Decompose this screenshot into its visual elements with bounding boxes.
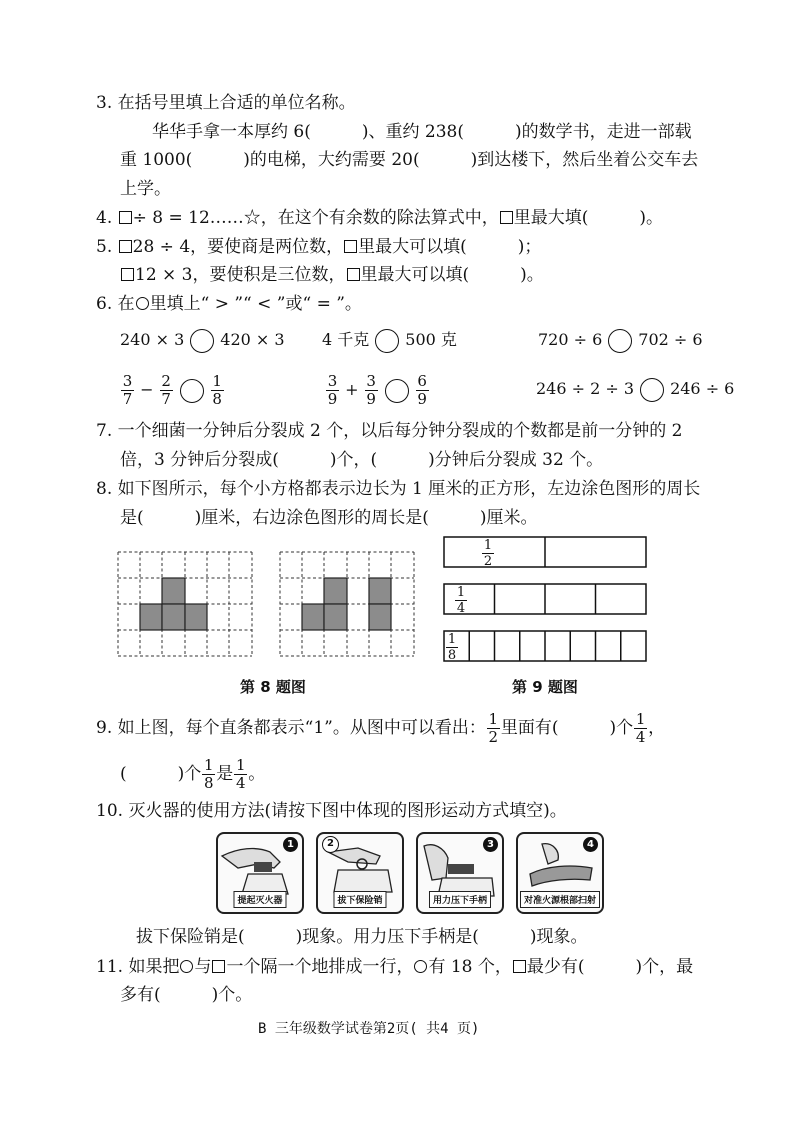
q8-grid-left: [110, 546, 260, 664]
q8-line1: 8. 如下图所示，每个小方格都表示边长为 1 厘米的正方形，左边涂色图形的周长: [96, 479, 701, 499]
q3-line3: 重 1000( )的电梯，大约需要 20( )到达楼下，然后坐着公交车去: [120, 150, 699, 170]
fraction: [160, 374, 173, 407]
compare-circle[interactable]: [640, 378, 664, 402]
fraction: [234, 758, 247, 791]
numerator: 1: [483, 538, 493, 553]
fraction: [121, 374, 134, 407]
q8-grid-right: [272, 546, 422, 664]
numerator: 1: [488, 710, 499, 728]
expr-right: 420 × 3: [220, 330, 285, 349]
fraction: [202, 758, 215, 791]
compare-circle[interactable]: [385, 379, 409, 403]
q8-caption: 第 8 题图: [240, 678, 306, 696]
q9-text-a: 9. 如上图，每个直条都表示“1”。从图中可以看出：: [96, 718, 486, 738]
shaded-cell: [185, 604, 207, 630]
expr-right: 500 克: [405, 330, 457, 349]
q6-expr-5: [325, 374, 430, 407]
fraction: [634, 712, 647, 745]
q6-title: [96, 293, 362, 315]
q11-b: 与: [194, 957, 212, 977]
numerator: 1: [235, 756, 246, 774]
shaded-cell: [369, 578, 391, 604]
q9-caption: 第 9 题图: [512, 678, 578, 696]
compare-circle[interactable]: [375, 329, 399, 353]
denominator: 2: [488, 728, 499, 746]
shaded-cell: [162, 604, 185, 630]
square-icon: [513, 960, 526, 973]
numerator: 3: [366, 372, 376, 390]
step-number: 3: [483, 837, 498, 852]
fraction: [326, 374, 339, 407]
step-number: 1: [283, 837, 298, 852]
circle-icon: [414, 960, 427, 973]
bar-quarter-label: [455, 586, 467, 615]
q11-line1: [96, 956, 693, 978]
q9-l2-c: 。: [248, 764, 266, 784]
q4-tail: 里最大填( )。: [513, 208, 664, 228]
square-icon: [119, 211, 132, 224]
q5-number: 5.: [96, 237, 113, 257]
shaded-cell: [162, 578, 185, 604]
q3-line2: 华华手拿一本厚约 6( )、重约 238( )的数学书，走进一部载: [152, 122, 692, 142]
denominator: 4: [235, 774, 246, 792]
q5-line2: [120, 264, 544, 286]
q5-b-text: 12 × 3，要使积是三位数，: [135, 265, 346, 285]
expr-left: 240 × 3: [120, 330, 185, 349]
q11-d: 有 18 个，: [428, 957, 512, 977]
compare-circle[interactable]: [190, 329, 214, 353]
step-number: 4: [583, 837, 598, 852]
expr-right: 702 ÷ 6: [638, 330, 703, 349]
q6-expr-2: [322, 327, 457, 353]
shaded-cell: [324, 604, 347, 630]
numerator: 3: [122, 372, 133, 390]
square-icon: [500, 211, 513, 224]
q5-line1: [96, 236, 541, 258]
numerator: 1: [212, 372, 222, 390]
q3-line4: 上学。: [120, 179, 171, 199]
circle-icon: [180, 960, 193, 973]
expr-left: 4 千克: [322, 330, 370, 349]
q11-e: 最少有( )个，最: [526, 957, 694, 977]
extinguisher-step-4: [516, 832, 604, 914]
q4-text: ÷ 8 = 12……☆，在这个有余数的除法算式中，: [132, 208, 499, 228]
bar-eighth-label: [446, 633, 458, 662]
denominator: 8: [212, 390, 222, 408]
step-label: 用力压下手柄: [429, 891, 491, 908]
step-label: 提起灭火器: [233, 891, 286, 908]
q6-expr-3: [538, 327, 703, 353]
step-label: 拔下保险销: [333, 891, 386, 908]
q8-line2: 是( )厘米，右边涂色图形的周长是( )厘米。: [120, 508, 538, 528]
denominator: 7: [122, 390, 133, 408]
expr-right: 246 ÷ 6: [670, 379, 735, 398]
q7-line2: 倍，3 分钟后分裂成( )个，( )分钟后分裂成 32 个。: [120, 450, 604, 470]
q10-line1: 10. 灭火器的使用方法(请按下图中体现的图形运动方式填空)。: [96, 801, 567, 821]
denominator: 4: [456, 601, 466, 616]
q5-b-tail: 里最大可以填( )。: [360, 265, 544, 285]
denominator: 7: [161, 390, 171, 408]
extinguisher-step-1: [216, 832, 304, 914]
q9-line2: [120, 758, 265, 791]
extinguisher-step-3: [416, 832, 504, 914]
fraction: [416, 374, 429, 407]
page-footer: B 三年级数学试卷第2页( 共4 页): [258, 1021, 480, 1037]
q4-number: 4.: [96, 208, 113, 228]
denominator: 9: [327, 390, 338, 408]
square-icon: [121, 268, 134, 281]
numerator: 2: [161, 372, 171, 390]
q11-c: 一个隔一个地排成一行，: [226, 957, 414, 977]
extinguisher-step-2: [316, 832, 404, 914]
shaded-cell: [369, 604, 391, 630]
q11-a: 11. 如果把: [96, 957, 180, 977]
q10-line2: 拔下保险销是( )现象。用力压下手柄是( )现象。: [136, 927, 588, 947]
denominator: 2: [483, 554, 493, 569]
q9-text-b: 里面有( )个: [500, 718, 634, 738]
q9-text-c: ，: [648, 718, 666, 738]
q5-a-tail: 里最大可以填( )；: [358, 237, 542, 257]
square-icon: [344, 240, 357, 253]
shaded-cell: [324, 578, 347, 604]
q4-line: [96, 207, 663, 229]
step-number: 2: [322, 836, 339, 853]
fraction: [487, 712, 500, 745]
q5-a-text: 28 ÷ 4，要使商是两位数，: [132, 237, 344, 257]
square-icon: [119, 240, 132, 253]
operator: +: [345, 380, 359, 399]
fraction: [365, 374, 378, 407]
compare-circle[interactable]: [180, 379, 204, 403]
numerator: 6: [417, 372, 427, 390]
q3-line1: 3. 在括号里填上合适的单位名称。: [96, 93, 356, 113]
q6-title-b: 里填上“ > ”“ < ”或“ = ”。: [149, 294, 362, 314]
expr-left: 246 ÷ 2 ÷ 3: [536, 379, 635, 398]
shaded-cell: [302, 604, 324, 630]
numerator: 1: [456, 585, 466, 600]
denominator: 4: [635, 728, 646, 746]
numerator: 3: [327, 372, 338, 390]
numerator: 1: [635, 710, 646, 728]
q7-line1: 7. 一个细菌一分钟后分裂成 2 个，以后每分钟分裂成的个数都是前一分钟的 2: [96, 421, 683, 441]
denominator: 9: [366, 390, 376, 408]
operator: −: [140, 380, 154, 399]
q6-expr-1: [120, 327, 285, 353]
compare-circle[interactable]: [608, 329, 632, 353]
bar-half-label: [482, 539, 494, 568]
denominator: 9: [417, 390, 427, 408]
numerator: 1: [447, 632, 457, 647]
q6-title-a: 6. 在: [96, 294, 135, 314]
numerator: 1: [203, 756, 214, 774]
q9-l2-a: ( )个: [120, 764, 202, 784]
q9-l2-b: 是: [216, 764, 234, 784]
step-label: 对准火源根部扫射: [520, 891, 600, 908]
square-icon: [212, 960, 225, 973]
fraction: [211, 374, 224, 407]
shaded-cell: [140, 604, 162, 630]
q11-line2: 多有( )个。: [120, 985, 253, 1005]
circle-icon: [136, 297, 149, 310]
q9-line1: [96, 712, 665, 745]
expr-left: 720 ÷ 6: [538, 330, 603, 349]
q9-fraction-bars: [440, 534, 652, 668]
denominator: 8: [447, 648, 457, 663]
square-icon: [347, 268, 360, 281]
q6-expr-4: [120, 374, 225, 407]
denominator: 8: [203, 774, 214, 792]
q6-expr-6: [536, 376, 734, 402]
